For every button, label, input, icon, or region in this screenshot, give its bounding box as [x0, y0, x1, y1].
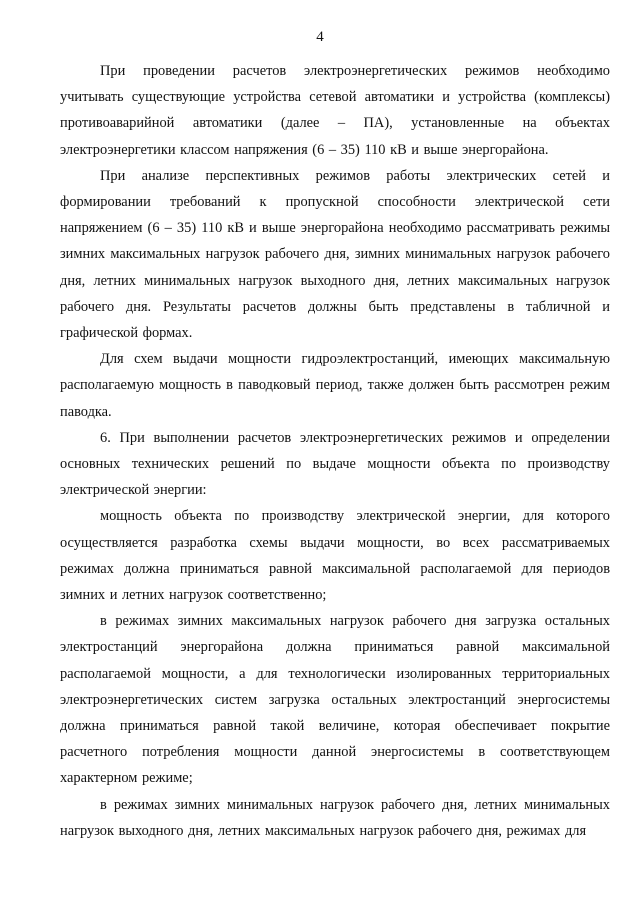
document-body: [60, 58, 610, 844]
page-number: 4: [316, 29, 324, 45]
paragraph-perspective-modes: При анализе перспективных режимов работы электрических сетей и формировании требований к пропускной способности электрической сети напряжением (6 – 35) 110 кВ и выше энергорайона необходимо рассматривать режимы зимних максимальных нагрузок рабочего дня, зимних минимальных нагрузок рабочего дня, летних минимальных нагрузок выходного дня, летних максимальных нагрузок рабочего дня. Результаты расчетов должны быть представлены в табличной и графической формах.: [60, 167, 610, 342]
paragraph-calculation-automation: При проведении расчетов электроэнергетических режимов необходимо учитывать существующие устройства сетевой автоматики и устройства (комплексы) противоаварийной автоматики (далее – ПА), установленные на объектах электроэнергетики классом напряжения (6 – 35) 110 кВ и выше энергорайона.: [60, 63, 610, 158]
paragraph-hydro-flood-mode: Для схем выдачи мощности гидроэлектростанций, имеющих максимальную располагаемую мощность в паводковый период, также должен быть рассмотрен режим паводка.: [60, 351, 610, 420]
paragraph-winter-min-load: в режимах зимних минимальных нагрузок рабочего дня, летних минимальных нагрузок выходного дня, летних максимальных нагрузок рабочего дня, режимах для: [60, 796, 610, 839]
paragraph-object-power: мощность объекта по производству электрической энергии, для которого осуществляется разработка схемы выдачи мощности, во всех рассматриваемых режимах должна приниматься равной максимальной располагаемой для периодов зимних и летних нагрузок соответственно;: [60, 508, 610, 604]
paragraph-winter-max-load: в режимах зимних максимальных нагрузок рабочего дня загрузка остальных электростанций энергорайона должна приниматься равной максимальной располагаемой мощности, а для технологически изолированных территориальных электроэнергетических систем загрузка остальных электростанций энергосистемы должна приниматься равной такой величине, которая обеспечивает покрытие расчетного потребления мощности данной энергосистемы в соответствующем характерном режиме;: [60, 613, 610, 787]
paragraph-item-6: 6. При выполнении расчетов электроэнергетических режимов и определении основных технических решений по выдаче мощности объекта по производству электрической энергии:: [60, 429, 610, 499]
